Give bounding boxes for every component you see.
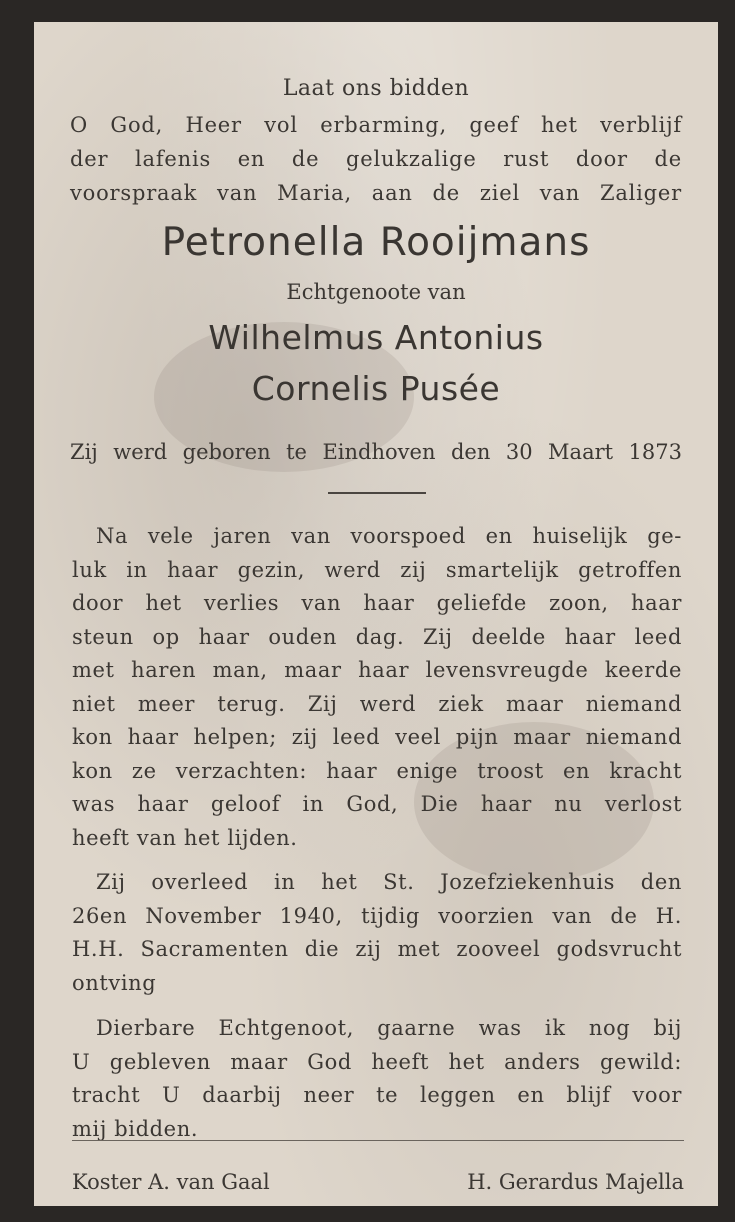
text-line: kon ze verzachten: haar enige troost en kracht (72, 758, 682, 783)
text-line: Dierbare Echtgenoot, gaarne was ik nog bij (96, 1016, 682, 1040)
text-line: door het verlies van haar geliefde zoon, haar (72, 591, 682, 615)
text-line: Zij overleed in het St. Jozefziekenhuis den (96, 870, 682, 894)
footer-divider (72, 1140, 684, 1141)
text-line: kon haar helpen; zij leed veel pijn maar niemand (72, 725, 682, 749)
text-line: met haren man, maar haar levensvreugde keerde (72, 658, 682, 682)
saint-credit: H. Gerardus Majella (467, 1170, 684, 1194)
text-line: was haar geloof in God, Die haar nu verlost (72, 792, 682, 816)
spouse-label: Echtgenoote van (286, 280, 466, 304)
spouse-name-line1: Wilhelmus Antonius (208, 318, 544, 357)
text-line: 26en November 1940, tijdig voorzien van de H. (72, 903, 682, 928)
text-line: luk in haar gezin, werd zij smartelijk getroffen (72, 557, 682, 582)
farewell-paragraph (72, 1012, 682, 1146)
text-line: H.H. Sacramenten die zij met zooveel godsvrucht (72, 937, 682, 961)
biography-paragraph (72, 520, 682, 855)
text-line: niet meer terug. Zij werd ziek maar niemand (72, 691, 682, 716)
prayer-heading: Laat ons bidden (282, 76, 470, 101)
divider (328, 492, 426, 494)
printer-credit: Koster A. van Gaal (72, 1170, 270, 1194)
prayer-text (70, 108, 682, 210)
text-line: steun op haar ouden dag. Zij deelde haar leed (72, 624, 682, 649)
deceased-name: Petronella Rooijmans (161, 220, 591, 265)
prayer-line: O God, Heer vol erbarming, geef het verblijf (70, 113, 682, 137)
card-paper (34, 22, 718, 1206)
text-line: heeft van het lijden. (72, 825, 298, 850)
prayer-line: voorspraak van Maria, aan de ziel van Zaliger (70, 181, 682, 205)
prayer-line: der lafenis en de gelukzalige rust door de (70, 147, 682, 171)
text-line: mij bidden. (72, 1116, 199, 1141)
text-line: U gebleven maar God heeft het anders gewild: (72, 1049, 682, 1074)
text-line: ontving (72, 970, 157, 995)
birth-line: Zij werd geboren te Eindhoven den 30 Maart 1873 (70, 440, 682, 464)
footer (72, 1170, 684, 1194)
death-paragraph (72, 866, 682, 1000)
text-line: tracht U daarbij neer te leggen en blijf voor (72, 1083, 682, 1107)
text-line: Na vele jaren van voorspoed en huiselijk ge- (96, 524, 682, 548)
spouse-name-line2: Cornelis Pusée (251, 369, 501, 408)
